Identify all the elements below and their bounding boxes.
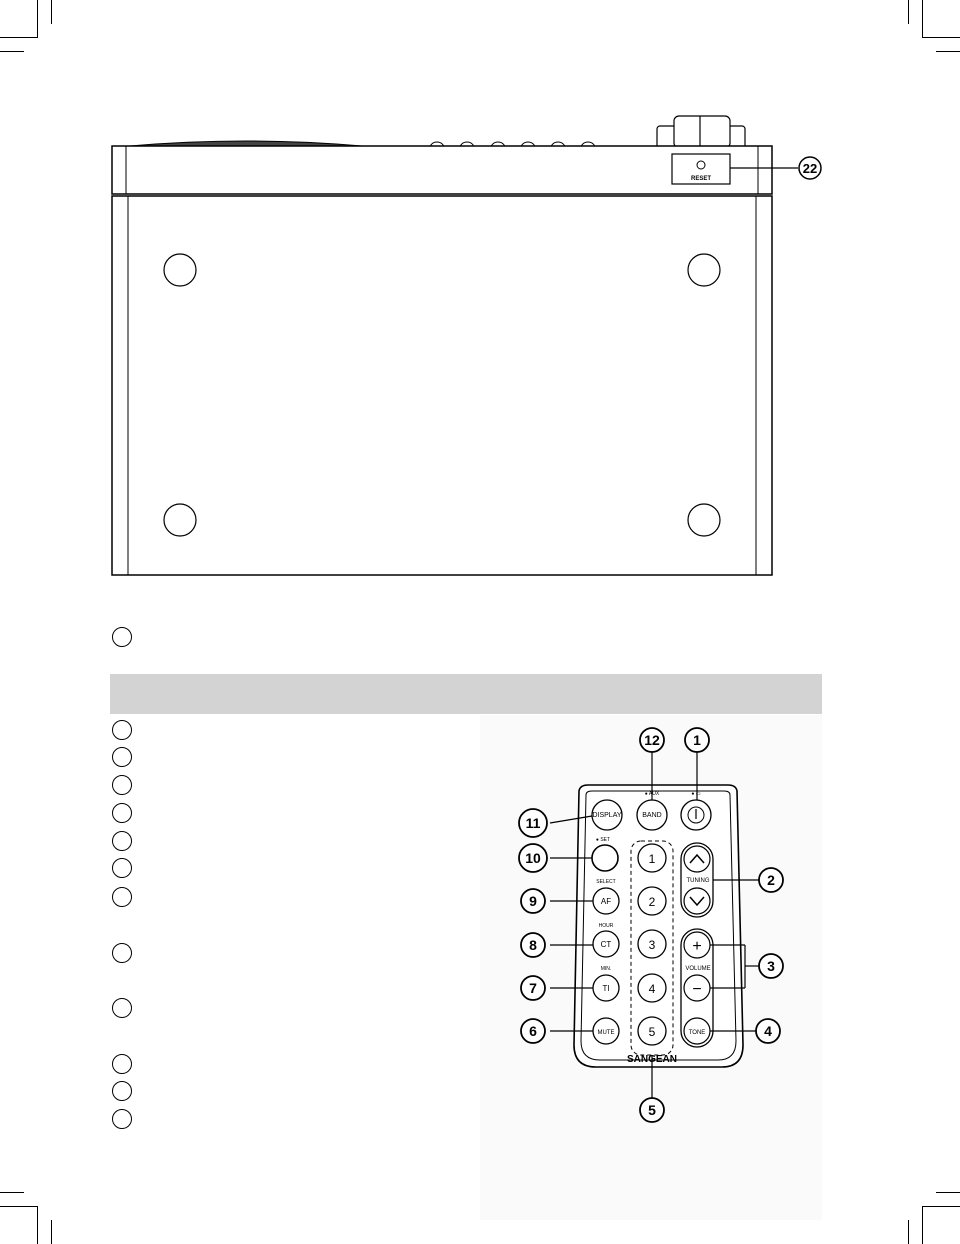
min-label: MIN. <box>600 966 612 972</box>
remote-control-illustration <box>480 715 822 1220</box>
volume-minus: − <box>692 981 702 998</box>
crop-mark <box>908 1220 909 1244</box>
hour-label: HOUR <box>598 923 614 929</box>
crop-mark <box>936 51 960 52</box>
radio-back-illustration <box>100 108 830 580</box>
crop-mark <box>922 1206 923 1244</box>
callout-6: 6 <box>529 1023 537 1039</box>
callout-3: 3 <box>767 958 775 974</box>
crop-mark <box>51 1220 52 1244</box>
ti-button: TI <box>602 984 610 993</box>
section-header-bar <box>110 674 822 714</box>
reset-button <box>697 161 705 169</box>
tone-button: TONE <box>688 1030 706 1036</box>
list-bullet <box>112 720 132 740</box>
list-bullet <box>112 858 132 878</box>
preset-5: 5 <box>648 1025 656 1039</box>
list-bullet <box>112 1054 132 1074</box>
crop-mark <box>922 0 923 38</box>
reset-item-bullet <box>112 627 132 647</box>
callout-8: 8 <box>529 937 537 953</box>
list-bullet <box>112 1109 132 1129</box>
crop-mark <box>922 37 960 38</box>
tuning-knob <box>657 116 745 148</box>
preset-4: 4 <box>648 982 656 996</box>
crop-mark <box>0 1192 24 1193</box>
callout-1: 1 <box>693 732 701 748</box>
callout-12: 12 <box>644 732 660 748</box>
callout-5: 5 <box>648 1102 656 1118</box>
callout-4: 4 <box>764 1023 772 1039</box>
crop-mark <box>0 51 24 52</box>
list-bullet <box>112 887 132 907</box>
reset-label: RESET <box>690 176 712 182</box>
callout-2: 2 <box>767 872 775 888</box>
list-bullet <box>112 747 132 767</box>
tuning-label: TUNING <box>686 878 710 884</box>
volume-plus: + <box>692 938 702 955</box>
crop-mark <box>908 0 909 24</box>
crop-mark <box>37 0 38 38</box>
list-bullet <box>112 1081 132 1101</box>
callout-7: 7 <box>529 980 537 996</box>
crop-mark <box>37 1206 38 1244</box>
preset-3: 3 <box>648 938 656 952</box>
band-button: BAND <box>642 812 662 819</box>
volume-label: VOLUME <box>685 966 711 972</box>
callout-22-number: 22 <box>802 161 818 176</box>
callout-10: 10 <box>525 850 541 866</box>
preset-2: 2 <box>648 895 656 909</box>
crop-mark <box>51 0 52 24</box>
set-button <box>592 845 618 871</box>
crop-mark <box>922 1206 960 1207</box>
crop-mark <box>0 1206 38 1207</box>
aux-label: ● AUX <box>644 791 660 797</box>
foot <box>688 504 720 536</box>
list-bullet <box>112 943 132 963</box>
power-sub-label: ● ▭ <box>691 791 701 797</box>
set-label: ● SET <box>595 837 611 843</box>
crop-mark <box>936 1192 960 1193</box>
list-bullet <box>112 831 132 851</box>
preset-1: 1 <box>648 852 656 866</box>
mute-button: MUTE <box>597 1030 615 1036</box>
callout-9: 9 <box>529 893 537 909</box>
radio-body <box>112 196 772 575</box>
brand-logo: SANGEAN <box>626 1054 678 1065</box>
crop-mark <box>0 37 38 38</box>
foot <box>164 504 196 536</box>
af-button: AF <box>600 897 612 906</box>
display-button: DISPLAY <box>592 812 622 819</box>
ct-button: CT <box>600 940 612 949</box>
list-bullet <box>112 775 132 795</box>
foot <box>164 254 196 286</box>
list-bullet <box>112 803 132 823</box>
list-bullet <box>112 998 132 1018</box>
foot <box>688 254 720 286</box>
select-label: SELECT <box>596 879 616 885</box>
callout-11: 11 <box>525 815 541 831</box>
